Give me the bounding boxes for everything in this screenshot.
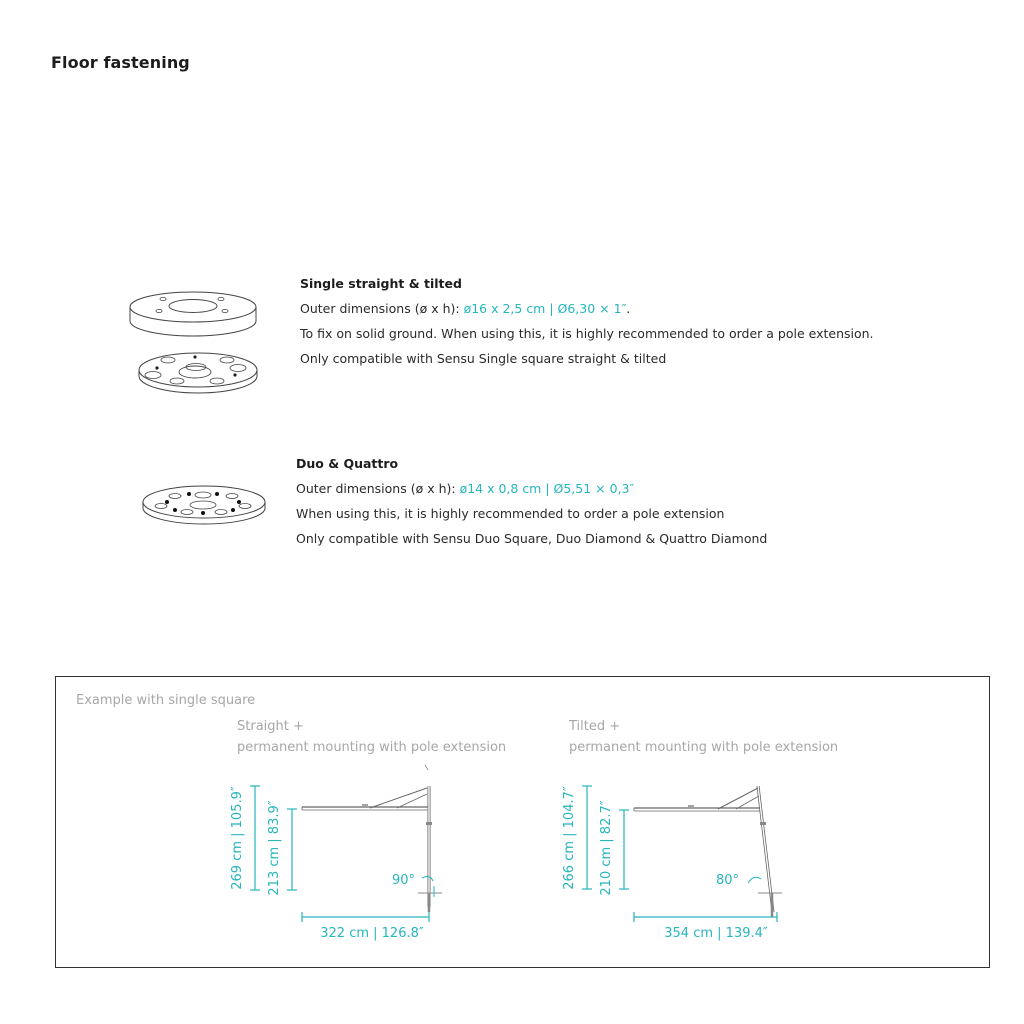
straight-angle-label: 90° [392, 873, 416, 888]
product-dimensions-single [300, 301, 630, 316]
straight-width-label: 322 cm | 126.8″ [320, 926, 424, 941]
straight-subtitle: permanent mounting with pole extension [237, 740, 507, 755]
tilted-umbrella-diagram [560, 762, 800, 947]
product-note-single: To fix on solid ground. When using this, it is highly recommended to order a pole extension. [300, 326, 874, 341]
tilted-total-height-label: 266 cm | 104.7″ [562, 786, 577, 890]
dimensions-value: ø14 x 0,8 cm | Ø5,51 × 0,3″ [459, 481, 635, 496]
product-dimensions-duo [296, 481, 634, 496]
page-title: Floor fastening [51, 53, 190, 72]
example-frame [55, 676, 990, 968]
tilted-title: Tilted + [569, 719, 621, 734]
product-heading-single: Single straight & tilted [300, 276, 462, 291]
product-heading-duo: Duo & Quattro [296, 456, 399, 471]
straight-umbrella-diagram [222, 762, 462, 947]
tilted-canopy-height-label: 210 cm | 82.7″ [599, 800, 614, 896]
tilted-width-label: 354 cm | 139.4″ [664, 926, 768, 941]
tilted-subtitle: permanent mounting with pole extension [569, 740, 839, 755]
dimensions-suffix: . [626, 301, 631, 316]
dimensions-label: Outer dimensions (ø x h): [300, 301, 464, 316]
straight-total-height-label: 269 cm | 105.9″ [230, 786, 245, 890]
duo-floor-plate-illustration [139, 482, 269, 528]
example-caption: Example with single square [76, 693, 256, 708]
product-compatibility-single: Only compatible with Sensu Single square straight & tilted [300, 351, 667, 366]
straight-canopy-height-label: 213 cm | 83.9″ [267, 800, 282, 896]
dimensions-value: ø16 x 2,5 cm | Ø6,30 × 1″ [463, 301, 627, 316]
straight-title: Straight + [237, 719, 304, 734]
single-floor-plate-illustration [125, 284, 267, 399]
tilted-angle-label: 80° [716, 873, 740, 888]
product-note-duo: When using this, it is highly recommended to order a pole extension [296, 506, 725, 521]
product-compatibility-duo: Only compatible with Sensu Duo Square, Duo Diamond & Quattro Diamond [296, 531, 768, 546]
dimensions-label: Outer dimensions (ø x h): [296, 481, 460, 496]
